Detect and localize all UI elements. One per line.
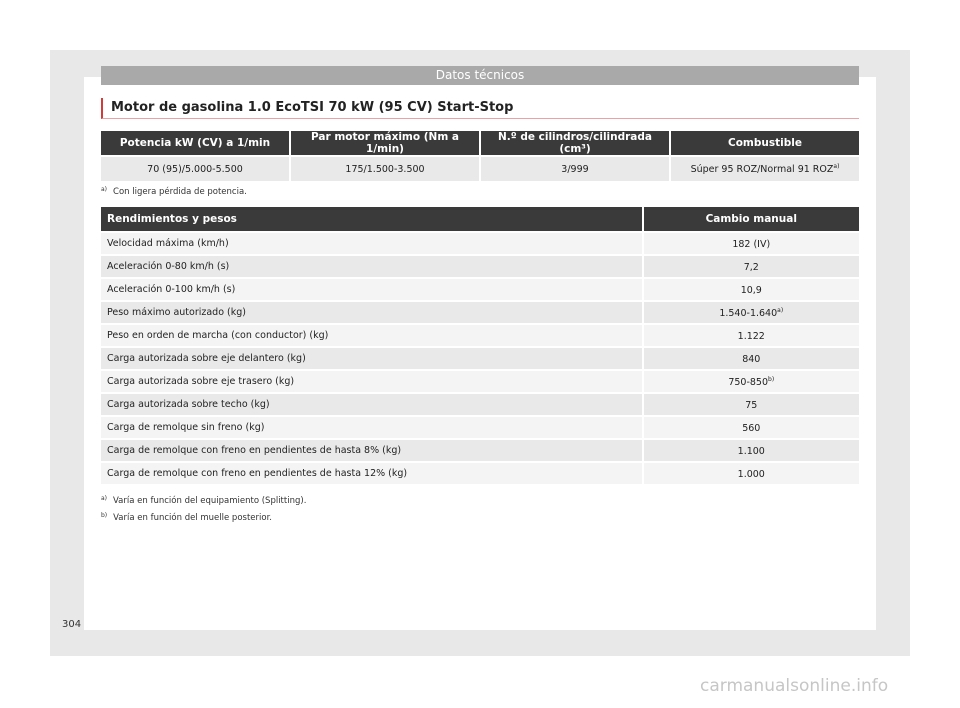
- row-value-text: 1.000: [737, 468, 765, 480]
- row-value-text: 840: [742, 353, 761, 365]
- footnote-text: Con ligera pérdida de potencia.: [113, 187, 247, 197]
- section-title: Motor de gasolina 1.0 EcoTSI 70 kW (95 CV) Start-Stop: [101, 98, 859, 119]
- footnote-spring: [101, 512, 272, 523]
- footnote-equipment: [101, 495, 306, 506]
- row-value-text: 750-850: [728, 376, 769, 388]
- col-header-torque: Par motor máximo (Nm a 1/min): [291, 131, 479, 155]
- footnote-ref: a): [777, 306, 784, 314]
- row-value: [644, 415, 859, 438]
- table-row: [101, 461, 859, 484]
- row-label: Carga autorizada sobre eje delantero (kg): [101, 346, 642, 369]
- cell-torque: 175/1.500-3.500: [291, 155, 479, 181]
- table-row: [101, 392, 859, 415]
- col-header-metric: Rendimientos y pesos: [101, 207, 642, 231]
- row-value: [644, 323, 859, 346]
- row-value: [644, 461, 859, 484]
- cell-fuel: [671, 155, 859, 181]
- row-label: Aceleración 0-80 km/h (s): [101, 254, 642, 277]
- watermark: carmanualsonline.info: [700, 676, 889, 696]
- row-value-text: 75: [745, 399, 758, 411]
- table-row: [101, 346, 859, 369]
- row-label: Peso máximo autorizado (kg): [101, 300, 642, 323]
- row-value-text: 1.540-1.640: [719, 307, 778, 319]
- row-label: Carga de remolque con freno en pendientes de hasta 12% (kg): [101, 461, 642, 484]
- row-label: Carga autorizada sobre eje trasero (kg): [101, 369, 642, 392]
- table-row: [101, 438, 859, 461]
- engine-table: [99, 131, 861, 181]
- row-value-text: 182 (IV): [732, 238, 771, 250]
- row-value-text: 7,2: [743, 261, 759, 273]
- performance-table-header: [101, 207, 859, 231]
- col-header-manual: Cambio manual: [644, 207, 859, 231]
- row-value: [644, 346, 859, 369]
- footnote-text: Varía en función del muelle posterior.: [113, 513, 272, 523]
- row-label: Velocidad máxima (km/h): [101, 231, 642, 254]
- row-value: [644, 300, 859, 323]
- row-value: [644, 369, 859, 392]
- table-row: [101, 155, 859, 181]
- row-label: Aceleración 0-100 km/h (s): [101, 277, 642, 300]
- page-number: 304: [62, 619, 82, 630]
- row-label: Carga autorizada sobre techo (kg): [101, 392, 642, 415]
- cell-cylinders: 3/999: [481, 155, 669, 181]
- cell-fuel-text: Súper 95 ROZ/Normal 91 ROZ: [690, 164, 834, 175]
- table-row: [101, 300, 859, 323]
- chapter-header: Datos técnicos: [101, 66, 859, 85]
- footnote-power: [101, 186, 247, 197]
- footnote-ref: b): [768, 375, 775, 383]
- row-label: Carga de remolque con freno en pendientes de hasta 8% (kg): [101, 438, 642, 461]
- row-value: [644, 254, 859, 277]
- row-value-text: 1.122: [737, 330, 765, 342]
- row-label: Peso en orden de marcha (con conductor) (kg): [101, 323, 642, 346]
- table-row: [101, 231, 859, 254]
- footnote-text: Varía en función del equipamiento (Splitting).: [113, 496, 307, 506]
- footnote-mark: a): [101, 495, 108, 502]
- table-row: [101, 323, 859, 346]
- footnote-mark: b): [101, 512, 108, 519]
- col-header-power: Potencia kW (CV) a 1/min: [101, 131, 289, 155]
- performance-table: [99, 207, 861, 484]
- table-row: [101, 254, 859, 277]
- table-row: [101, 415, 859, 438]
- row-value-text: 1.100: [737, 445, 765, 457]
- row-value-text: 560: [742, 422, 761, 434]
- row-value: [644, 392, 859, 415]
- footnote-mark: a): [101, 186, 108, 193]
- table-row: [101, 369, 859, 392]
- row-label: Carga de remolque sin freno (kg): [101, 415, 642, 438]
- table-row: [101, 277, 859, 300]
- cell-power: 70 (95)/5.000-5.500: [101, 155, 289, 181]
- row-value: [644, 277, 859, 300]
- col-header-fuel: Combustible: [671, 131, 859, 155]
- row-value: [644, 231, 859, 254]
- row-value: [644, 438, 859, 461]
- row-value-text: 10,9: [740, 284, 762, 296]
- engine-table-header: [101, 131, 859, 155]
- footnote-ref: a): [833, 163, 840, 170]
- col-header-cylinders: N.º de cilindros/cilindrada (cm³): [481, 131, 669, 155]
